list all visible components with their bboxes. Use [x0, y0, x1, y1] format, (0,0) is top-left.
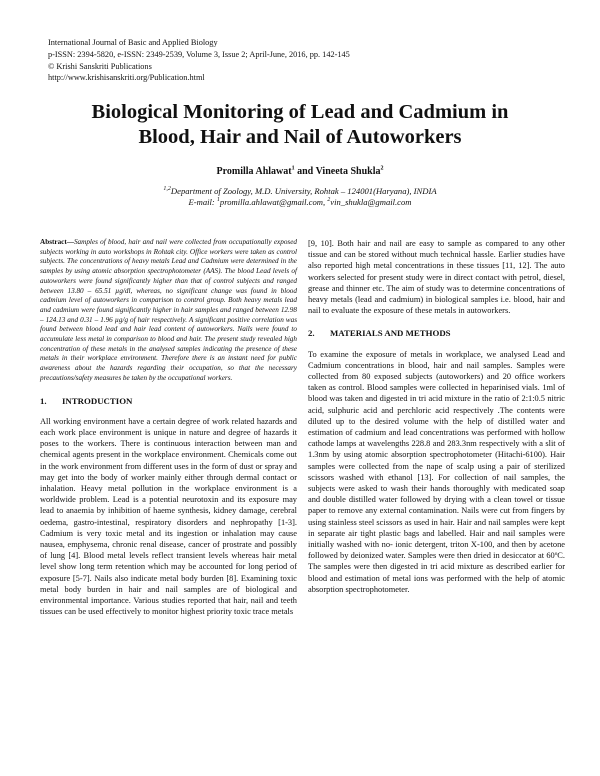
- email-1[interactable]: promilla.ahlawat@gmail.com,: [219, 197, 328, 207]
- publication-url[interactable]: http://www.krishisanskriti.org/Publication.html: [48, 73, 205, 83]
- journal-name: International Journal of Basic and Applied Biology: [48, 38, 218, 47]
- section-heading-methods: [308, 328, 565, 339]
- section-number: 1.: [40, 395, 47, 406]
- abstract-label: Abstract—: [40, 238, 74, 246]
- introduction-paragraph: All working environment have a certain degree of work related hazards and each work place environment is unique in nature and degree of hazards it poses to the workers. There is continuous interaction between man and chemical agents present in the workplace environment. Chemicals come out in the work environment from different uses in the form of dust or spray and may get into the body of worker mainly either through dermal contact or inhalation. Heavy metal pollution in the workplace environment is a worldwide problem. Lead is a potential neurotoxin and its exposure may lead to anaemia by inhibition of haeme synthesis, kidney damage, cerebral oedema, gastro-intestinal, respiratory disorders and nephropathy [1-3]. Cadmium is very toxic metal and its ingestion or inhalation may cause nausea, emphysema, chronic renal disease, cancer of prostrate and possibly of lung [4]. Blood metal levels reflect transient levels whereas hair metal level show long term retention which may be accounted for long period of exposure [5-7]. Nails also indicate metal body burden [8]. Examining toxic metal body burden in hair and nail samples are of biological and environmental importance. Various studies reported that hair, nail and teeth tissues can be used effectively to monitor highest priority toxic trace metals: [40, 416, 297, 617]
- author-2: Vineeta Shukla: [315, 166, 381, 177]
- affiliation-email-line: [40, 197, 560, 208]
- affiliation-dept-line: [40, 186, 560, 197]
- author-list: [40, 166, 560, 177]
- section-title: INTRODUCTION: [62, 395, 133, 406]
- section-title: MATERIALS AND METHODS: [330, 328, 451, 339]
- issn-line: p-ISSN: 2394-5820, e-ISSN: 2349-2539, Volume 3, Issue 2; April-June, 2016, pp. 142-145: [48, 49, 350, 59]
- journal-header: [48, 37, 350, 84]
- affiliation-dept: Department of Zoology, M.D. University, Rohtak – 124001(Haryana), INDIA: [170, 186, 437, 196]
- affiliation-sup: 1,2: [163, 186, 171, 193]
- email-1-sup: 1: [216, 197, 220, 204]
- email-2-sup: 2: [327, 197, 331, 204]
- copyright-line: © Krishi Sanskriti Publications: [48, 61, 152, 71]
- abstract: [40, 238, 297, 384]
- author-and: and: [294, 166, 316, 177]
- section-number: 2.: [308, 328, 315, 339]
- author-1: Promilla Ahlawat: [216, 166, 292, 177]
- email-label: E-mail:: [188, 197, 217, 207]
- author-1-sup: 1: [291, 165, 295, 172]
- email-2[interactable]: vin_shukla@gmail.com: [330, 197, 412, 207]
- title-line-1: Biological Monitoring of Lead and Cadmium in: [91, 101, 509, 123]
- affiliation: [40, 186, 560, 208]
- author-2-sup: 2: [380, 165, 384, 172]
- title-line-2: Blood, Hair and Nail of Autoworkers: [138, 126, 462, 148]
- paper-title: [40, 100, 560, 150]
- abstract-text: Samples of blood, hair and nail were collected from occupationally exposed subjects working in auto workshops in Rohtak city. Office workers were taken as control subjects. The concentrations of heavy metals Lead and Cadmium were determined in the samples by using atomic absorption spectrophotometer (AAS). The blood Lead levels of autoworkers were found significantly higher than that of control subjects and ranged between 13.80 – 65.51 µg/dl, whereas, no significant change was found in blood cadmium level of autoworkers in comparison to control group. Both heavy metals lead and cadmium were found significantly higher in hair samples and ranged between 12.98 – 124.13 and 0.31 – 1.96 µg/g of hair respectively. A significant positive correlation was found between blood lead and hair lead content of autoworkers. Nails were found to accumulate less metal in comparison to blood and hair. The present study revealed high concentration of these metals in the analysed samples indicating the presence of these metals in their workplace environment. Therefore there is an instant need for public awareness about the hazards regarding their occupation, so that the necessary precautions/safety measures be taken by the occupational workers.: [40, 238, 297, 382]
- left-column: [40, 238, 297, 617]
- introduction-continued-paragraph: [9, 10]. Both hair and nail are easy to sample as compared to any other tissue and can be stored without much technical hassle. Earlier studies have also reported high metal concentrations in these tissues [11, 12]. The auto workers selected for present study were in direct contact with petrol, diesel, grease and thinner etc. The aim of study was to determine concentrations of heavy metals (lead and cadmium) in biological samples i.e. blood, hair and nail to evaluate the exposure of these metals in autoworkers.: [308, 239, 565, 316]
- section-heading-introduction: [40, 396, 297, 407]
- right-column: [308, 238, 565, 595]
- methods-paragraph: To examine the exposure of metals in workplace, we analysed Lead and Cadmium concentrations in blood, hair and nail samples. Samples were collected from 80 exposed subjects (autoworkers) and 20 office workers taken as control. Blood samples were collected in heparinised vials. 1ml of blood was taken and digested in tri acid mixture in the ratio of 2:1:0.5 nitric acid, sulphuric acid and perchloric acid respectively .The contents were diluted up to the desired volume with the help of distilled water and estimation of cadmium and lead concentrations was performed with hollow cathode lamps at wavelengths 228.8 and 283.3nm respectively with a slit of 1.3nm by using atomic absorption spectrophotometer (Hitachi-6100). Hair samples were collected from the nape of scalp using a pair of sterilized scissors washed with ethanol [13]. For collection of nail samples, the subjects were asked to wash their hands thoroughly with medicated soap and double distilled water followed by drying with a clean towel or tissue paper to remove any external contamination. Nails were cut from fingers by using stainless steel scissors as used in hair. Hair and nail samples were kept in separate air tight plastic bags and labelled. Hair and nail samples were initially washed with no- ionic detergent, triton X-100, and then by acetone followed by deionized water. Samples were then dried in desiccator at 60ºC. The samples were then digested in tri acid mixture as described earlier for blood and estimation of metal ions was performed with the help of atomic absorption spectrophotometer.: [308, 349, 565, 594]
